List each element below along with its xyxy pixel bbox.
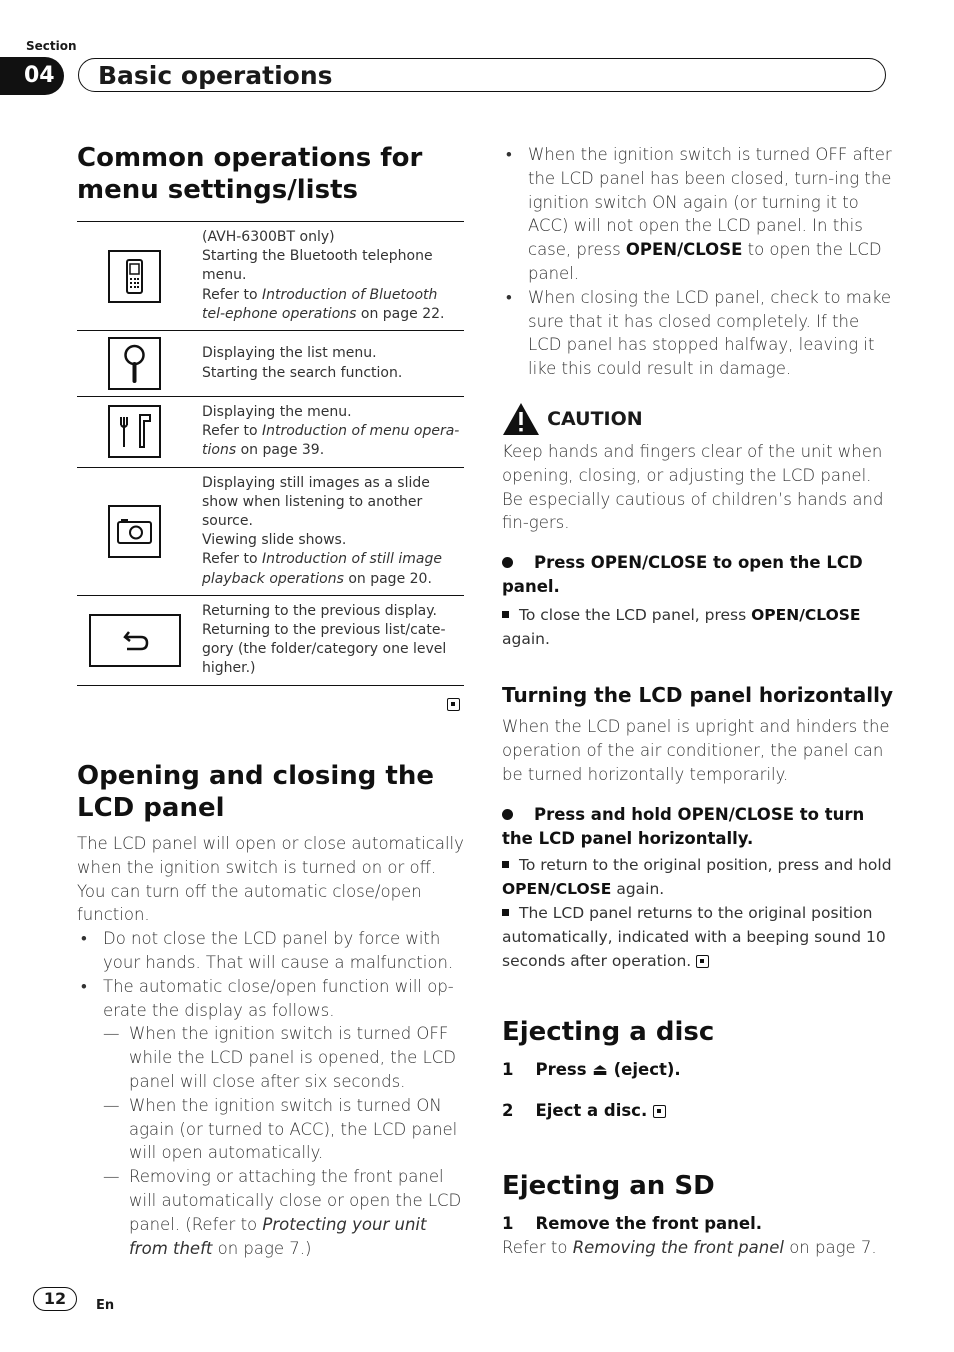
list-item: — When the ignition switch is turned OFF while the LCD panel is opened, the LCD panel will close after six seconds.: [103, 1022, 467, 1093]
eject-disc-title: Ejecting a disc: [502, 1017, 715, 1047]
lcd-intro: The LCD panel will open or close automatically when the ignition switch is turned on or off. You can turn off the automatic close/open function.: [77, 834, 464, 925]
list-item: — Removing or attaching the front panel will automatically close or open the LCD panel. (Refer to Protecting your unit from theft on page 7.): [103, 1165, 467, 1260]
list-item: • When closing the LCD panel, check to make sure that it has closed completely. If the LCD panel has stopped halfway, leaving it like this could result in damage.: [502, 286, 892, 381]
menu-tools-icon: [108, 405, 161, 458]
horizontal-title: Turning the LCD panel horizontally: [502, 683, 894, 707]
lcd-title: Opening and closing the LCD panel: [77, 761, 434, 823]
note-square-icon: [502, 611, 509, 618]
section-title: Basic operations: [98, 61, 333, 90]
eject-disc-step-2: 2 Eject a disc.: [502, 1099, 666, 1123]
page-number: 12: [33, 1287, 77, 1311]
section-label: Section: [26, 39, 77, 53]
step-bullet-icon: [502, 809, 513, 820]
eject-sd-reference: Refer to Removing the front panel on page 7.: [502, 1238, 877, 1257]
note-square-icon: [502, 909, 509, 916]
camera-icon: [108, 505, 161, 558]
note-square-icon: [502, 861, 509, 868]
horizontal-step: Press and hold OPEN/CLOSE to turn the LCD panel horizontally. To return to the original position, press and hold OPEN/CLOSE again. The LCD panel returns to the original position automatically, indicated with a beeping sound 10 seconds after operation.: [502, 805, 892, 970]
table-row: Returning to the previous display. Returning to the previous list/cate-gory (the folder/category one level higher.): [77, 595, 464, 685]
language-label: En: [96, 1298, 115, 1313]
end-mark-icon: [653, 1105, 666, 1118]
horizontal-intro: When the LCD panel is upright and hinders the operation of the air conditioner, the panel can be turned horizontally temporarily.: [502, 717, 890, 784]
list-item: • Do not close the LCD panel by force with your hands. That will cause a malfunction.: [77, 927, 467, 975]
list-item: — When the ignition switch is turned ON again (or turned to ACC), the LCD panel will open automatically.: [103, 1094, 467, 1165]
section-number: 04: [0, 57, 64, 95]
return-icon: [89, 614, 181, 667]
step-bullet-icon: [502, 557, 513, 568]
phone-icon: [108, 250, 161, 303]
common-ops-title: Common operations for menu settings/lists: [77, 143, 423, 205]
end-mark-icon: [447, 698, 460, 711]
list-item: • The automatic close/open function will op-erate the display as follows. — When the ignition switch is turned OFF while the LCD panel is opened, the LCD panel will close after six seconds. — When the ignition switch is turned ON again (or turned to ACC), the LCD panel will open automatically. — Removing or attaching the front panel will automatically close or open the LCD panel. (Refer to Protecting your unit from theft on page 7.): [77, 975, 467, 1261]
warning-icon: [502, 402, 540, 436]
caution-header: [502, 402, 643, 436]
table-row: (AVH-6300BT only) Starting the Bluetooth telephone menu. Refer to Introduction of Bluetooth tel-ephone operations on page 22.: [77, 222, 464, 331]
eject-sd-step-1: 1 Remove the front panel.: [502, 1214, 763, 1233]
common-ops-table: [77, 221, 464, 686]
table-row: Displaying the menu. Refer to Introduction of menu opera-tions on page 39.: [77, 397, 464, 468]
table-row: Displaying the list menu. Starting the search function.: [77, 331, 464, 397]
search-icon: [108, 337, 161, 390]
lcd-right-bullets: [502, 143, 892, 381]
caution-title: CAUTION: [547, 408, 643, 430]
end-mark-icon: [696, 955, 709, 968]
eject-sd-title: Ejecting an SD: [502, 1171, 715, 1201]
eject-disc-step-1: 1 Press ⏏ (eject).: [502, 1060, 681, 1079]
lcd-section-body: [77, 832, 467, 1260]
list-item: • When the ignition switch is turned OFF after the LCD panel has been closed, turn-ing the ignition switch ON again (or turning it to ACC) will not open the LCD panel. In this case, press OPEN/CLOSE to open the LCD panel.: [502, 143, 892, 286]
table-row: Displaying still images as a slide show when listening to another source. Viewing slide shows. Refer to Introduction of still image playback operations on page 20.: [77, 467, 464, 595]
caution-text: Keep hands and fingers clear of the unit when opening, closing, or adjusting the LCD panel. Be especially cautious of children’s hands and fin-gers.: [502, 442, 884, 533]
press-open-step: Press OPEN/CLOSE to open the LCD panel. To close the LCD panel, press OPEN/CLOSE again.: [502, 553, 863, 648]
